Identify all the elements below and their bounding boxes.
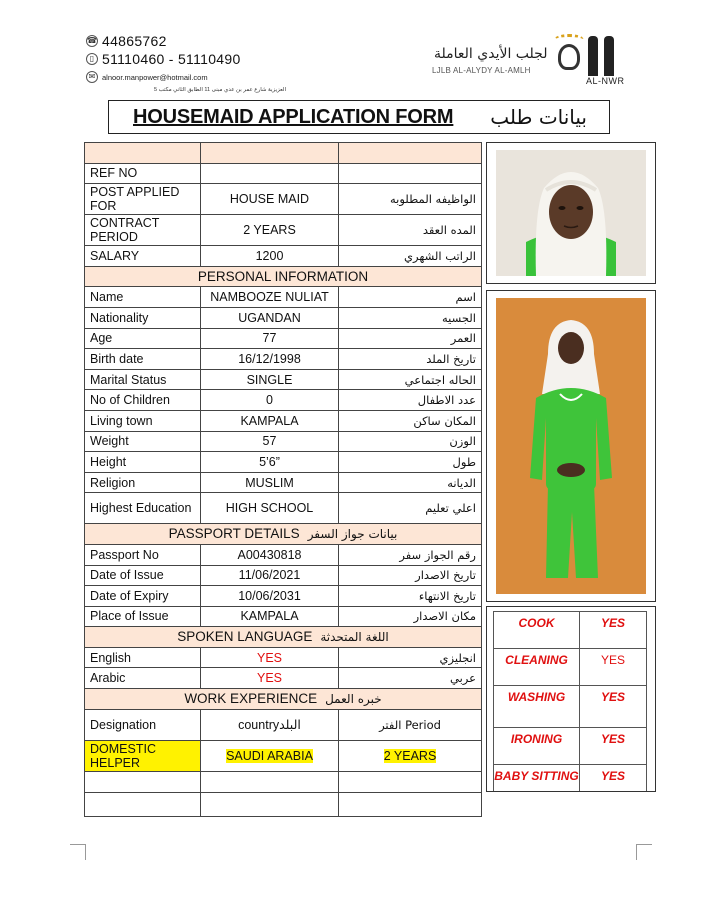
- field-label-arabic: المده العقد: [339, 215, 482, 246]
- table-row: [85, 307, 482, 328]
- email-row: [86, 68, 286, 86]
- skill-name: CLEANING: [494, 649, 580, 686]
- field-label-arabic: تاريخ الانتهاء: [339, 586, 482, 607]
- field-label: Highest Education: [85, 493, 201, 524]
- field-label-arabic: انجليزي: [339, 647, 482, 668]
- field-label-arabic: الواظيفه المطلوبه: [339, 184, 482, 215]
- skill-value: YES: [580, 686, 647, 728]
- table-row: [85, 431, 482, 452]
- field-label-arabic: عربي: [339, 668, 482, 689]
- field-value: MUSLIM: [201, 472, 339, 493]
- section-heading: [85, 689, 482, 710]
- phone-row-1: [86, 32, 286, 50]
- field-label-arabic: تاريخ الاصدار: [339, 565, 482, 586]
- skill-value: YES: [580, 765, 647, 793]
- section-heading-ar: خبره العمل: [325, 691, 382, 706]
- skill-row: [494, 612, 647, 649]
- blank-row: [85, 771, 482, 792]
- form-title-box: [108, 100, 610, 134]
- full-body-illustration: [496, 298, 646, 594]
- work-period: 2 YEARS: [383, 748, 437, 763]
- field-value: YES: [201, 668, 339, 689]
- table-row: [85, 328, 482, 349]
- contact-block: [86, 32, 286, 93]
- skills-box: [486, 606, 656, 792]
- field-value: 10/06/2031: [201, 586, 339, 607]
- field-label: Date of Expiry: [85, 586, 201, 607]
- table-row: [85, 668, 482, 689]
- field-label-arabic: الحاله اجتماعي: [339, 369, 482, 390]
- skill-name: COOK: [494, 612, 580, 649]
- skill-row: [494, 728, 647, 765]
- field-label: POST APPLIED FOR: [85, 184, 201, 215]
- skill-row: [494, 686, 647, 728]
- work-country-cell: [201, 740, 339, 771]
- skill-row: [494, 649, 647, 686]
- section-heading-en: PASSPORT DETAILS: [168, 526, 300, 542]
- field-label-arabic: اعلي تعليم: [339, 493, 482, 524]
- full-body-photo: [486, 290, 656, 602]
- field-label-arabic: مكان الاصدار: [339, 606, 482, 627]
- lightbulb-icon: [558, 44, 580, 70]
- application-table: [84, 142, 482, 817]
- field-value: 57: [201, 431, 339, 452]
- passport-heading: [85, 524, 482, 545]
- phone-row-2: [86, 50, 286, 68]
- company-logo: [430, 34, 650, 86]
- field-label: Place of Issue: [85, 606, 201, 627]
- skill-name: BABY SITTING: [494, 765, 580, 793]
- field-label: SALARY: [85, 246, 201, 267]
- phone-number-2: 51110460 - 51110490: [102, 51, 241, 67]
- field-value: KAMPALA: [201, 606, 339, 627]
- field-label: Living town: [85, 410, 201, 431]
- section-heading-ar: بيانات جواز السفر: [307, 527, 398, 542]
- field-value: SINGLE: [201, 369, 339, 390]
- field-value: 77: [201, 328, 339, 349]
- field-value: 11/06/2021: [201, 565, 339, 586]
- column-header: countryالبلد: [201, 709, 339, 740]
- section-heading: [85, 524, 482, 545]
- language-heading: [85, 627, 482, 648]
- field-value: HOUSE MAID: [201, 184, 339, 215]
- skill-name: IRONING: [494, 728, 580, 765]
- field-label: Religion: [85, 472, 201, 493]
- personal-info-heading: [85, 266, 482, 287]
- field-label-arabic: الديانه: [339, 472, 482, 493]
- table-row: [85, 390, 482, 411]
- skill-value: YES: [580, 649, 647, 686]
- field-value: NAMBOOZE NULIAT: [201, 287, 339, 308]
- skill-name: WASHING: [494, 686, 580, 728]
- skill-value: YES: [580, 728, 647, 765]
- field-value: 1200: [201, 246, 339, 267]
- skill-row: [494, 765, 647, 793]
- mail-icon: ✉: [86, 71, 98, 83]
- email-address: alnoor.manpower@hotmail.com: [102, 72, 208, 82]
- section-heading: PERSONAL INFORMATION: [85, 266, 482, 287]
- work-country: SAUDI ARABIA: [226, 748, 313, 763]
- field-value: YES: [201, 647, 339, 668]
- field-label: English: [85, 647, 201, 668]
- portrait-photo: [486, 142, 656, 284]
- field-label-arabic: الراتب الشهري: [339, 246, 482, 267]
- field-label-arabic: العمر: [339, 328, 482, 349]
- field-label: Passport No: [85, 544, 201, 565]
- logo-mark: [558, 34, 638, 80]
- phone-number-1: 44865762: [102, 33, 167, 49]
- field-label-arabic: الجسيه: [339, 307, 482, 328]
- table-row: [85, 369, 482, 390]
- logo-latin-name: LJLB AL-ALYDY AL-AMLH: [432, 66, 531, 75]
- field-label-arabic: اسم: [339, 287, 482, 308]
- work-header-row: [85, 709, 482, 740]
- table-row: [85, 606, 482, 627]
- field-label: Name: [85, 287, 201, 308]
- contract-row: [85, 215, 482, 246]
- work-period-cell: [339, 740, 482, 771]
- table-row: [85, 565, 482, 586]
- section-heading: [85, 627, 482, 648]
- mobile-icon: ▯: [86, 53, 98, 65]
- salary-row: [85, 246, 482, 267]
- address-text: العزيزية شارع عمر بن عدي مبنى 11 الطابق الثاني مكتب 5: [154, 87, 286, 93]
- logo-letter-bar: [588, 36, 598, 76]
- field-label: Weight: [85, 431, 201, 452]
- portrait-illustration: [496, 150, 646, 276]
- field-value: HIGH SCHOOL: [201, 493, 339, 524]
- form-title-english: HOUSEMAID APPLICATION FORM: [133, 106, 454, 128]
- skills-table: [493, 611, 647, 792]
- education-row: [85, 493, 482, 524]
- table-row: [85, 472, 482, 493]
- table-top-row: [85, 143, 482, 164]
- field-label-arabic: رقم الجواز سفر: [339, 544, 482, 565]
- field-label: Date of Issue: [85, 565, 201, 586]
- phone-icon: ☎: [87, 36, 97, 45]
- field-label-arabic: تاريخ الملد: [339, 349, 482, 370]
- field-value: 16/12/1998: [201, 349, 339, 370]
- field-label: Age: [85, 328, 201, 349]
- field-label: Nationality: [85, 307, 201, 328]
- table-row: [85, 287, 482, 308]
- blank-row: [85, 792, 482, 816]
- skill-value: YES: [580, 612, 647, 649]
- logo-letter-bar: [604, 36, 614, 76]
- field-value: KAMPALA: [201, 410, 339, 431]
- column-header: Designation: [85, 709, 201, 740]
- table-row: [85, 452, 482, 473]
- field-label: Birth date: [85, 349, 201, 370]
- field-label: Height: [85, 452, 201, 473]
- table-row: [85, 647, 482, 668]
- work-designation-text: DOMESTIC HELPER: [90, 741, 156, 770]
- page-corner-mark: [70, 844, 86, 860]
- post-applied-row: [85, 184, 482, 215]
- table-row: [85, 544, 482, 565]
- field-label-arabic: المكان ساكن: [339, 410, 482, 431]
- column-header: Period الفتر: [339, 709, 482, 740]
- form-title-arabic: بيانات طلب: [490, 105, 587, 129]
- field-label: No of Children: [85, 390, 201, 411]
- field-value: 5’6”: [201, 452, 339, 473]
- field-value: 0: [201, 390, 339, 411]
- field-value: 2 YEARS: [201, 215, 339, 246]
- field-value: A00430818: [201, 544, 339, 565]
- field-label-arabic: الوزن: [339, 431, 482, 452]
- ref-no-row: [85, 163, 482, 184]
- section-heading-ar: اللغة المتحدثة: [320, 630, 389, 645]
- field-label: Arabic: [85, 668, 201, 689]
- field-label: Marital Status: [85, 369, 201, 390]
- field-value: UGANDAN: [201, 307, 339, 328]
- work-heading: [85, 689, 482, 710]
- table-row: [85, 410, 482, 431]
- table-row: [85, 349, 482, 370]
- work-row: [85, 740, 482, 771]
- logo-arabic-name: لجلب الأيدي العاملة: [434, 46, 548, 62]
- ref-no-label: REF NO: [85, 163, 201, 184]
- table-row: [85, 586, 482, 607]
- work-designation: [85, 740, 201, 771]
- section-heading-en: SPOKEN LANGUAGE: [177, 629, 313, 645]
- page-corner-mark: [636, 844, 652, 860]
- logo-english-name: AL-NWR: [586, 76, 625, 86]
- field-label-arabic: عدد الاطفال: [339, 390, 482, 411]
- section-heading-en: WORK EXPERIENCE: [184, 690, 318, 706]
- field-label-arabic: طول: [339, 452, 482, 473]
- field-label: CONTRACT PERIOD: [85, 215, 201, 246]
